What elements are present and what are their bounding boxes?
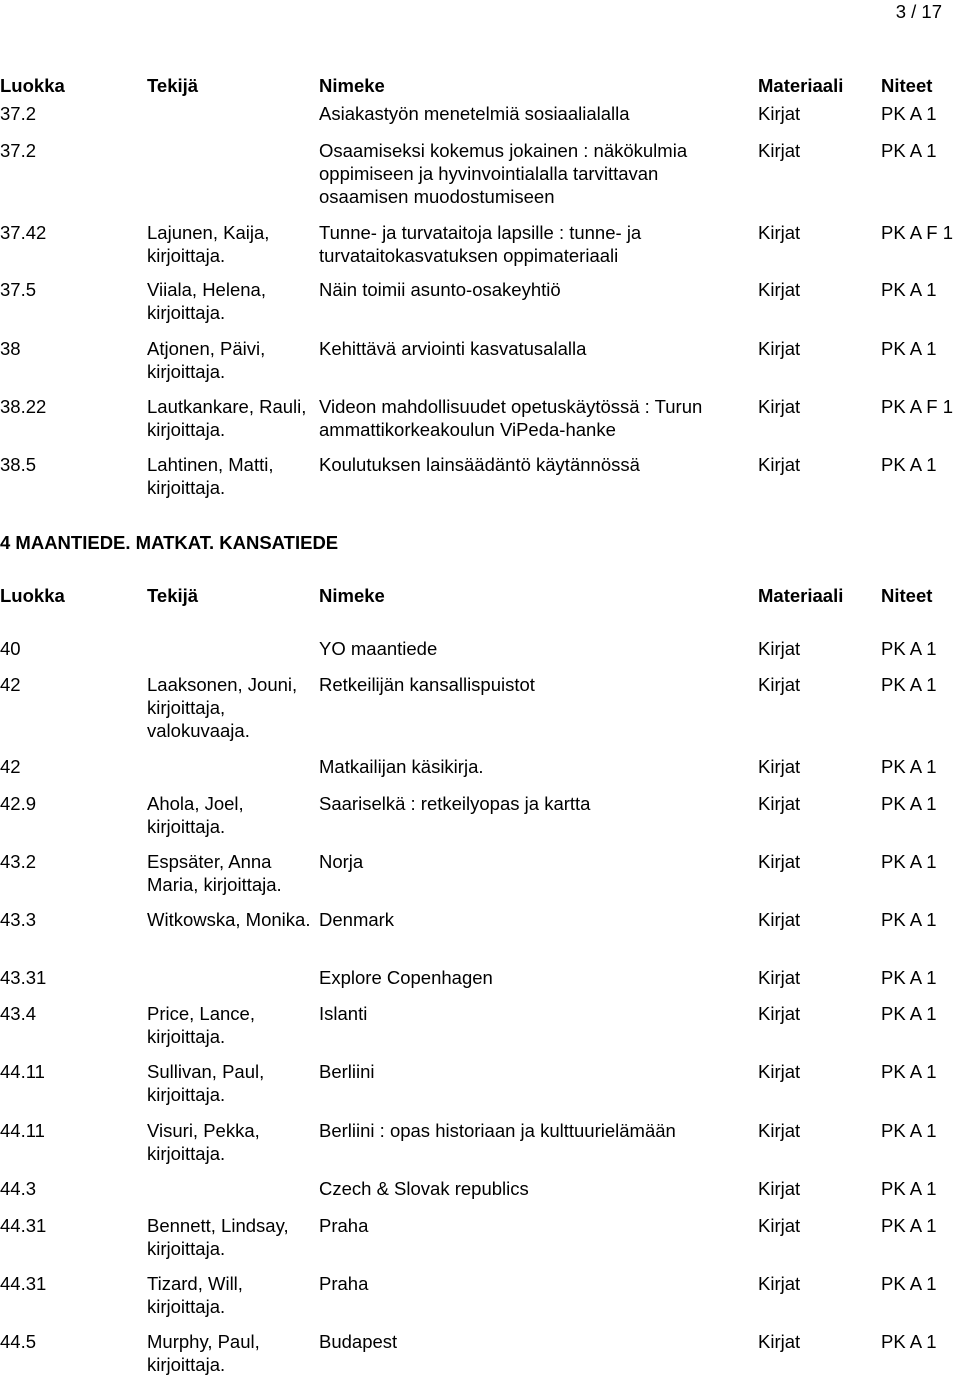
row-author: Witkowska, Monika. xyxy=(147,909,311,930)
row-material: Kirjat xyxy=(758,967,801,988)
row-material: Kirjat xyxy=(758,851,801,872)
row-material: Kirjat xyxy=(758,1178,801,1199)
row-class: 38.22 xyxy=(0,396,47,417)
row-class: 38.5 xyxy=(0,454,37,475)
row-author: Visuri, Pekka, kirjoittaja. xyxy=(147,1120,260,1164)
row-title: Berliini : opas historiaan ja kulttuurielämään xyxy=(319,1120,676,1141)
row-copies: PK A 1 xyxy=(881,674,937,695)
row-material: Kirjat xyxy=(758,1003,801,1024)
row-copies: PK A F 1 xyxy=(881,396,953,417)
row-title: Berliini xyxy=(319,1061,375,1082)
row-author: Price, Lance, kirjoittaja. xyxy=(147,1003,255,1047)
row-title: Kehittävä arviointi kasvatusalalla xyxy=(319,338,587,359)
row-title: Budapest xyxy=(319,1331,398,1352)
section-heading: 4 MAANTIEDE. MATKAT. KANSATIEDE xyxy=(0,532,339,553)
row-title: Praha xyxy=(319,1215,369,1236)
row-title: YO maantiede xyxy=(319,638,438,659)
row-class: 40 xyxy=(0,638,21,659)
row-material: Kirjat xyxy=(758,756,801,777)
row-material: Kirjat xyxy=(758,338,801,359)
row-class: 44.3 xyxy=(0,1178,37,1199)
row-copies: PK A 1 xyxy=(881,1003,937,1024)
row-author: Laaksonen, Jouni, kirjoittaja, valokuvaaja. xyxy=(147,674,298,741)
row-copies: PK A 1 xyxy=(881,1120,937,1141)
header-class: Luokka xyxy=(0,75,65,96)
row-material: Kirjat xyxy=(758,396,801,417)
row-material: Kirjat xyxy=(758,140,801,161)
row-material: Kirjat xyxy=(758,793,801,814)
row-author: Lajunen, Kaija, kirjoittaja. xyxy=(147,222,270,266)
row-material: Kirjat xyxy=(758,1331,801,1352)
row-author: Ahola, Joel, kirjoittaja. xyxy=(147,793,244,837)
header-author: Tekijä xyxy=(147,75,199,96)
header-class: Luokka xyxy=(0,585,65,606)
row-title: Praha xyxy=(319,1273,369,1294)
row-author: Viiala, Helena, kirjoittaja. xyxy=(147,279,266,323)
row-material: Kirjat xyxy=(758,454,801,475)
row-copies: PK A 1 xyxy=(881,793,937,814)
row-material: Kirjat xyxy=(758,909,801,930)
row-title: Explore Copenhagen xyxy=(319,967,493,988)
header-author: Tekijä xyxy=(147,585,199,606)
row-material: Kirjat xyxy=(758,279,801,300)
row-copies: PK A 1 xyxy=(881,1061,937,1082)
row-copies: PK A 1 xyxy=(881,1331,937,1352)
row-title: Tunne- ja turvataitoja lapsille : tunne- ja turvataitokasvatuksen oppimateriaali xyxy=(319,222,642,266)
row-class: 44.11 xyxy=(0,1120,45,1141)
header-copies: Niteet xyxy=(881,75,933,96)
row-copies: PK A 1 xyxy=(881,279,937,300)
row-material: Kirjat xyxy=(758,674,801,695)
row-copies: PK A 1 xyxy=(881,1178,937,1199)
row-material: Kirjat xyxy=(758,103,801,124)
row-author: Bennett, Lindsay, kirjoittaja. xyxy=(147,1215,289,1259)
row-title: Matkailijan käsikirja. xyxy=(319,756,484,777)
row-class: 43.31 xyxy=(0,967,47,988)
row-author: Murphy, Paul, kirjoittaja. xyxy=(147,1331,260,1375)
row-copies: PK A F 1 xyxy=(881,222,953,243)
row-class: 44.31 xyxy=(0,1215,47,1236)
row-class: 44.31 xyxy=(0,1273,47,1294)
header-material: Materiaali xyxy=(758,75,844,96)
row-material: Kirjat xyxy=(758,1273,801,1294)
row-material: Kirjat xyxy=(758,1061,801,1082)
row-title: Koulutuksen lainsäädäntö käytännössä xyxy=(319,454,640,475)
row-title: Czech & Slovak republics xyxy=(319,1178,529,1199)
row-copies: PK A 1 xyxy=(881,140,937,161)
page-number: 3 / 17 xyxy=(895,1,942,22)
row-copies: PK A 1 xyxy=(881,967,937,988)
row-author: Tizard, Will, kirjoittaja. xyxy=(147,1273,243,1317)
row-class: 38 xyxy=(0,338,21,359)
row-copies: PK A 1 xyxy=(881,454,937,475)
row-class: 37.2 xyxy=(0,103,37,124)
row-class: 42 xyxy=(0,756,21,777)
row-title: Islanti xyxy=(319,1003,368,1024)
row-material: Kirjat xyxy=(758,1215,801,1236)
row-title: Asiakastyön menetelmiä sosiaalialalla xyxy=(319,103,630,124)
row-class: 43.3 xyxy=(0,909,37,930)
row-copies: PK A 1 xyxy=(881,851,937,872)
row-class: 44.5 xyxy=(0,1331,37,1352)
row-class: 42 xyxy=(0,674,21,695)
row-material: Kirjat xyxy=(758,1120,801,1141)
header-material: Materiaali xyxy=(758,585,844,606)
row-title: Saariselkä : retkeilyopas ja kartta xyxy=(319,793,591,814)
header-copies: Niteet xyxy=(881,585,933,606)
row-author: Lautkankare, Rauli, kirjoittaja. xyxy=(147,396,307,440)
row-material: Kirjat xyxy=(758,638,801,659)
row-material: Kirjat xyxy=(758,222,801,243)
row-title: Norja xyxy=(319,851,364,872)
header-title: Nimeke xyxy=(319,585,385,606)
row-copies: PK A 1 xyxy=(881,638,937,659)
header-title: Nimeke xyxy=(319,75,385,96)
row-title: Retkeilijän kansallispuistot xyxy=(319,674,535,695)
row-author: Atjonen, Päivi, kirjoittaja. xyxy=(147,338,266,382)
row-copies: PK A 1 xyxy=(881,338,937,359)
row-class: 37.5 xyxy=(0,279,37,300)
row-class: 44.11 xyxy=(0,1061,45,1082)
row-copies: PK A 1 xyxy=(881,756,937,777)
row-title: Näin toimii asunto-osakeyhtiö xyxy=(319,279,561,300)
row-copies: PK A 1 xyxy=(881,103,937,124)
row-copies: PK A 1 xyxy=(881,1273,937,1294)
row-title: Denmark xyxy=(319,909,395,930)
row-class: 43.4 xyxy=(0,1003,37,1024)
row-author: Espsäter, Anna Maria, kirjoittaja. xyxy=(147,851,282,895)
row-class: 43.2 xyxy=(0,851,37,872)
row-class: 37.2 xyxy=(0,140,37,161)
row-author: Lahtinen, Matti, kirjoittaja. xyxy=(147,454,274,498)
row-author: Sullivan, Paul, kirjoittaja. xyxy=(147,1061,265,1105)
row-title: Osaamiseksi kokemus jokainen : näkökulmia oppimiseen ja hyvinvointialalla tarvittavan osaamisen muodostumiseen xyxy=(319,140,688,207)
row-title: Videon mahdollisuudet opetuskäytössä : Turun ammattikorkeakoulun ViPeda-hanke xyxy=(319,396,703,440)
row-class: 37.42 xyxy=(0,222,47,243)
row-copies: PK A 1 xyxy=(881,909,937,930)
row-class: 42.9 xyxy=(0,793,37,814)
row-copies: PK A 1 xyxy=(881,1215,937,1236)
